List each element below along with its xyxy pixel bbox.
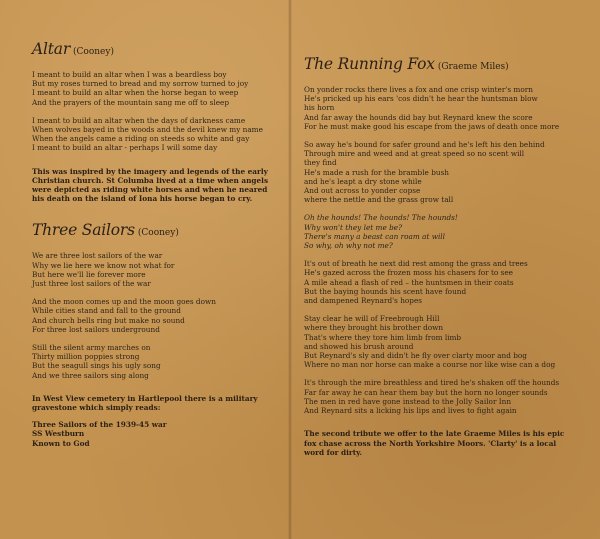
note-line: Known to God (32, 438, 90, 448)
lyric-line: where they brought his brother down (304, 323, 444, 333)
song-credit: (Cooney) (73, 47, 114, 57)
lyric-line: He's made a rush for the bramble bush (304, 167, 450, 177)
lyric-line: When the angels came a riding on steeds so white and gay (32, 134, 250, 144)
song-title-running-fox (304, 55, 594, 73)
stanza (32, 251, 288, 288)
lyric-line: and he's leapt a dry stone while (304, 176, 422, 186)
song-note (304, 429, 594, 457)
note-line: Christian church. St Columba lived at a time when angels (32, 175, 269, 185)
title-text: The Running Fox (304, 55, 435, 73)
lyric-line: Through mire and weed and at great speed so no scent will (304, 149, 525, 159)
lyric-line: But here we'll lie forever more (32, 269, 146, 279)
stanza (304, 378, 594, 415)
page-fold (288, 0, 292, 539)
song-title-altar (32, 40, 288, 58)
lyric-line: I meant to build an altar - perhaps I will some day (32, 143, 218, 153)
lyric-line: A mile ahead a flash of red – the huntsmen in their coats (304, 277, 514, 287)
note-line: word for dirty. (304, 447, 363, 457)
lyric-line: I meant to build an altar when the horse began to weep (32, 88, 239, 98)
note-line: Three Sailors of the 1939-45 war (32, 420, 167, 430)
lyric-line: and showed his brush around (304, 341, 414, 351)
lyric-line: And we three sailors sing along (32, 370, 149, 380)
stanza (304, 140, 594, 204)
song-credit: (Graeme Miles) (437, 62, 509, 72)
stanza (32, 343, 288, 380)
song-title-three-sailors (32, 221, 288, 239)
lyric-line: where the nettle and the grass grow tall (304, 195, 454, 205)
lyric-line: But the baying hounds his scent have found (304, 286, 467, 296)
note-line: In West View cemetery in Hartlepool there is a military (32, 393, 258, 403)
lyric-line: And out across to yonder copse (304, 186, 421, 196)
lyric-line: they find (304, 158, 337, 168)
lyric-line: So away he's bound for safer ground and he's left his den behind (304, 140, 545, 150)
lyric-line: I meant to build an altar when I was a beardless boy (32, 70, 227, 79)
note-line: This was inspired by the imagery and legends of the early (32, 166, 268, 176)
lyric-line: On yonder rocks there lives a fox and one crisp winter's morn (304, 85, 533, 94)
chorus (304, 213, 594, 250)
song-note (32, 394, 288, 412)
lyric-line: For three lost sailors underground (32, 324, 160, 334)
song-note (32, 167, 288, 204)
right-column (304, 55, 594, 465)
lyric-line: his horn (304, 103, 335, 113)
note-line: gravestone which simply reads: (32, 403, 161, 413)
lyric-line: Still the silent army marches on (32, 343, 151, 353)
note-line: The second tribute we offer to the late Graeme Miles is his epic (304, 429, 565, 439)
chorus-line: Oh the hounds! The hounds! The hounds! (304, 213, 458, 223)
lyric-line: But Reynard's sly and didn't he fly over clarty moor and bog (304, 351, 527, 361)
title-text: Three Sailors (32, 221, 135, 240)
lyric-line: But my roses turned to bread and my sorrow turned to joy (32, 79, 249, 89)
lyric-line: Why we lie here we know not what for (32, 260, 175, 270)
lyric-line: It's through the mire breathless and tired he's shaken off the hounds (304, 378, 560, 388)
chorus-line: So why, oh why not me? (304, 241, 393, 251)
chorus-line: Why won't they let me be? (304, 222, 402, 232)
lyric-line: That's where they tore him limb from limb (304, 332, 462, 342)
song-note (32, 420, 288, 448)
lyric-line: Just three lost sailors of the war (32, 279, 151, 289)
lyric-line: Far far away he can hear them bay but the horn no longer sounds (304, 387, 548, 397)
note-line: fox chase across the North Yorkshire Moors. 'Clarty' is a local (304, 438, 557, 448)
lyric-line: and dampened Reynard's hopes (304, 296, 423, 306)
lyric-line: Stay clear he will of Freebrough Hill (304, 314, 440, 324)
lyric-line: He's pricked up his ears 'cos didn't he hear the huntsman blow (304, 94, 538, 104)
stanza (304, 314, 594, 369)
lyric-line: I meant to build an altar when the days of darkness came (32, 115, 246, 125)
stanza (32, 70, 288, 107)
lyric-line: Where no man nor horse can make a course nor like wise can a dog (304, 360, 556, 370)
lyric-line: When wolves bayed in the woods and the devil knew my name (32, 125, 263, 135)
left-column (32, 40, 288, 456)
lyric-line: For he must make good his escape from the jaws of death once more (304, 121, 560, 131)
chorus-line: There's many a beast can roam at will (304, 231, 445, 241)
stanza (32, 116, 288, 153)
lyric-line: It's out of breath he next did rest among the grass and trees (304, 259, 528, 269)
song-credit: (Cooney) (137, 228, 179, 239)
title-text: Altar (32, 40, 71, 58)
lyric-line: Thirty million poppies strong (32, 352, 140, 362)
lyric-line: We are three lost sailors of the war (32, 251, 163, 261)
lyric-line: While cities stand and fall to the ground (32, 306, 181, 316)
lyric-line: But the seagull sings his ugly song (32, 361, 161, 371)
lyric-line: And far away the hounds did bay but Reynard knew the score (304, 112, 533, 122)
lyric-line: And Reynard sits a licking his lips and lives to fight again (304, 406, 517, 416)
note-line: were depicted as riding white horses and when he neared (32, 185, 268, 195)
note-line: SS Westburn (32, 429, 85, 439)
lyric-line: He's gazed across the frozen moss his chasers for to see (304, 268, 513, 278)
note-line: his death on the island of Iona his horse began to cry. (32, 194, 253, 204)
stanza (304, 85, 594, 131)
lyric-line: And church bells ring but make no sound (32, 315, 185, 325)
stanza (304, 259, 594, 305)
lyric-line: And the moon comes up and the moon goes down (32, 297, 216, 307)
lyric-line: And the prayers of the mountain sang me off to sleep (32, 97, 230, 107)
stanza (32, 297, 288, 334)
lyric-line: The men in red have gone instead to the Jolly Sailor Inn (304, 396, 512, 406)
